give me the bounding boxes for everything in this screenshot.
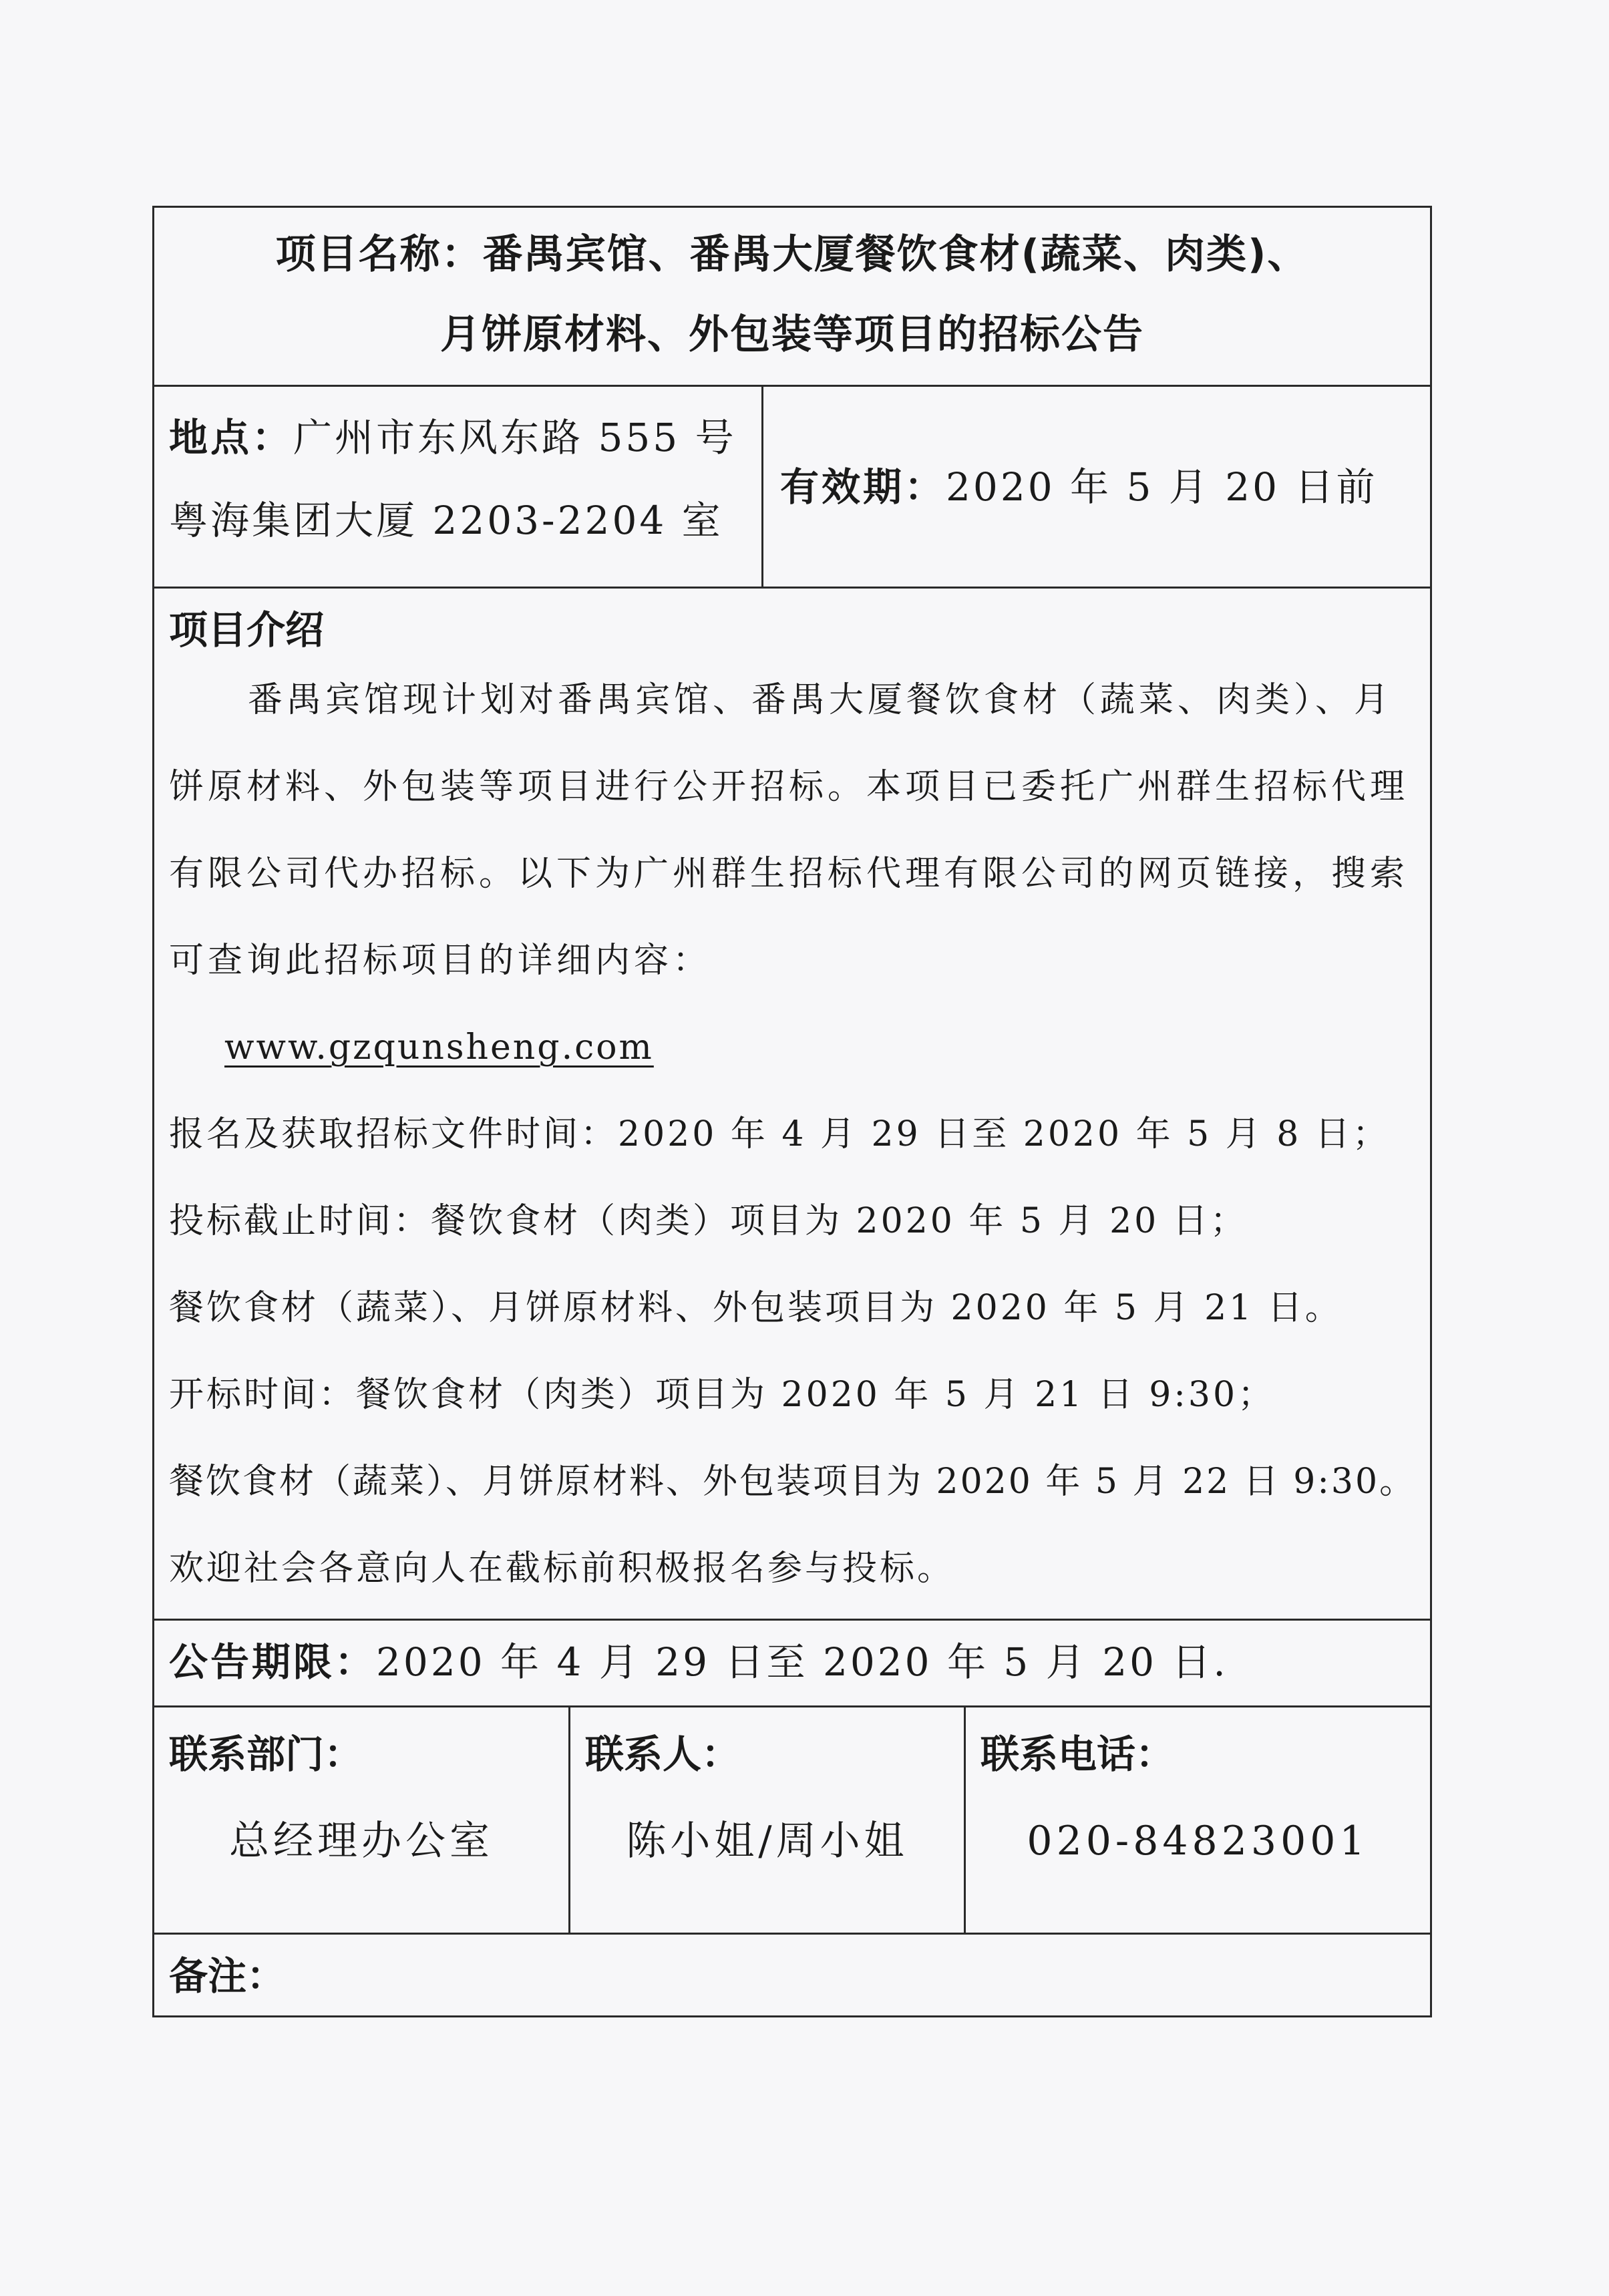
location-address-2: 粤海集团大厦 2203-2204 室 bbox=[169, 498, 723, 543]
intro-paragraph-line: 番禺宾馆现计划对番禺宾馆、番禺大厦餐饮食材（蔬菜、肉类）、月 bbox=[248, 680, 1393, 720]
contact-dept-value: 总经理办公室 bbox=[229, 1818, 494, 1864]
schedule-line: 报名及获取招标文件时间：2020 年 4 月 29 日至 2020 年 5 月 8 日； bbox=[169, 1114, 1390, 1154]
tender-agency-link[interactable] bbox=[224, 1024, 654, 1071]
intro-heading: 项目介绍 bbox=[169, 607, 325, 653]
schedule-line: 餐饮食材（蔬菜）、月饼原材料、外包装项目为 2020 年 5 月 21 日。 bbox=[169, 1288, 1343, 1328]
schedule-line: 餐饮食材（蔬菜）、月饼原材料、外包装项目为 2020 年 5 月 22 日 9:30。 bbox=[169, 1462, 1417, 1502]
intro-paragraph-line: 饼原材料、外包装等项目进行公开招标。本项目已委托广州群生招标代理 bbox=[169, 767, 1409, 807]
location-line-1 bbox=[169, 411, 737, 464]
title-line-1-text: ：番禺宾馆、番禺大厦餐饮食材(蔬菜、肉类)、 bbox=[441, 231, 1309, 278]
contact-person-label: 联系人： bbox=[585, 1732, 741, 1777]
intro-paragraph-line: 有限公司代办招标。以下为广州群生招标代理有限公司的网页链接，搜索 bbox=[169, 854, 1409, 894]
title-line-2: 月饼原材料、外包装等项目的招标公告 bbox=[440, 311, 1144, 358]
notice-period-row bbox=[154, 1621, 1430, 1707]
contact-dept-label: 联系部门： bbox=[169, 1732, 363, 1777]
contact-phone-value: 020-84823001 bbox=[1027, 1818, 1369, 1864]
contact-row bbox=[154, 1707, 1430, 1935]
schedule-line: 开标时间：餐饮食材（肉类）项目为 2020 年 5 月 21 日 9:30； bbox=[169, 1375, 1276, 1415]
contact-person-cell bbox=[570, 1707, 966, 1933]
intro-paragraph-line: 可查询此招标项目的详细内容： bbox=[169, 941, 712, 981]
tender-agency-link-text[interactable]: www.gzqunsheng.com bbox=[224, 1027, 654, 1068]
title-row bbox=[154, 208, 1430, 387]
remarks-label: 备注： bbox=[169, 1953, 286, 1999]
schedule-line: 投标截止时间：餐饮食材（肉类）项目为 2020 年 5 月 20 日； bbox=[169, 1201, 1248, 1241]
announcement-table bbox=[152, 206, 1432, 2017]
validity-value: 2020 年 5 月 20 日前 bbox=[946, 464, 1378, 510]
contact-phone-label: 联系电话： bbox=[980, 1732, 1175, 1777]
validity-label: 有效期： bbox=[780, 464, 946, 510]
notice-period-label: 公告期限： bbox=[169, 1639, 377, 1685]
notice-period bbox=[169, 1635, 1228, 1689]
location-validity-row bbox=[154, 387, 1430, 589]
location-label: 地点： bbox=[169, 415, 294, 460]
location-cell bbox=[154, 387, 763, 587]
schedule-line: 欢迎社会各意向人在截标前积极报名参与投标。 bbox=[169, 1548, 955, 1589]
contact-person-value: 陈小姐/周小姐 bbox=[626, 1818, 908, 1864]
validity-cell bbox=[780, 460, 1378, 514]
contact-phone-cell bbox=[966, 1707, 1430, 1933]
location-address-1: 广州市东风东路 555 号 bbox=[293, 415, 737, 460]
intro-section bbox=[154, 589, 1430, 1621]
title-label: 项目名称 bbox=[275, 231, 441, 278]
title-line-1 bbox=[154, 228, 1430, 281]
contact-dept-cell bbox=[154, 1707, 570, 1933]
remarks-row bbox=[154, 1935, 1430, 2015]
notice-period-value: 2020 年 4 月 29 日至 2020 年 5 月 20 日. bbox=[376, 1639, 1228, 1685]
